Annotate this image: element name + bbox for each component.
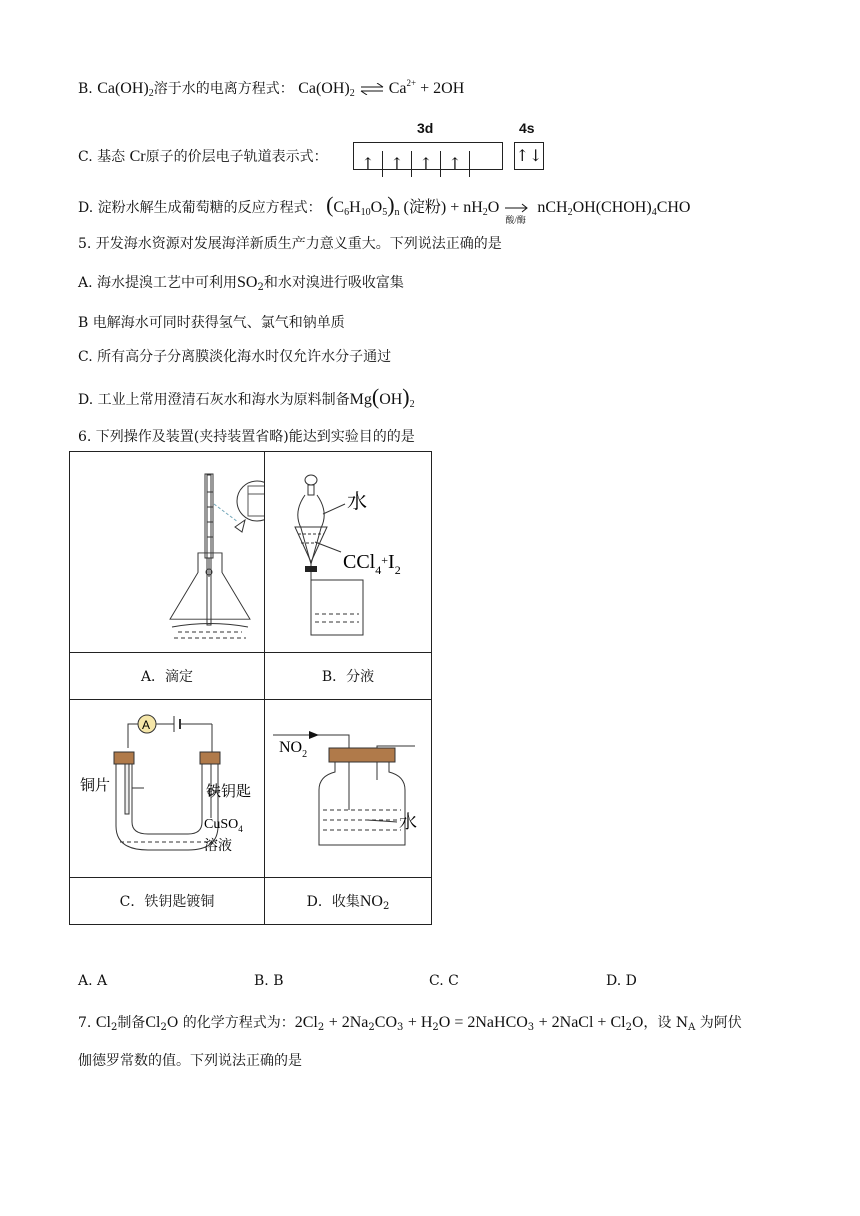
label-iron-key: 铁钥匙 <box>206 782 252 800</box>
label-water-bottle: 水 <box>399 812 417 833</box>
caption-d: D．收集$NO_2$ <box>265 878 432 925</box>
reaction-condition: 酸/酶 <box>505 215 526 225</box>
apparatus-titration <box>70 452 265 653</box>
equilibrium-arrow-icon <box>359 83 385 95</box>
q6-option-b[interactable]: B. B <box>254 973 284 989</box>
orbital-box: ↑ <box>383 151 412 177</box>
caption-c: C．铁钥匙镀铜 <box>70 878 265 925</box>
option-b-line: B. $Ca(OH)_2$溶于水的电离方程式： $Ca(OH)_2$ $Ca^{2+} + 2OH$ <box>78 78 465 99</box>
label-ccl4-i2: $CCl_4^+I_2$ <box>343 551 401 577</box>
option-c-line: C. 基态 Cr原子的价层电子轨道表示式： <box>78 148 328 165</box>
q7-stem-line2: 伽德罗常数的值。下列说法正确的是 <box>78 1053 302 1069</box>
gas-collection-icon <box>265 700 431 873</box>
titration-apparatus-icon <box>70 452 264 648</box>
electroplating-icon <box>70 700 264 873</box>
orbital-3d-boxes <box>353 142 503 173</box>
q6-option-c[interactable]: C. C <box>429 973 459 989</box>
ammeter-label: A <box>142 718 151 732</box>
label-no2-inlet: $NO_2$ <box>279 739 308 760</box>
label-3d: 3d <box>417 120 434 136</box>
q5-option-d: D. 工业上常用澄清石灰水和海水为原料制备$Mg(OH)_2$ <box>78 384 415 410</box>
orbital-4s-box <box>514 142 544 170</box>
ionization-equation: $Ca(OH)_2$ $Ca^{2+} + 2OH$ <box>298 78 465 99</box>
label-4s: 4s <box>519 120 535 136</box>
orbital-box: ↑ <box>441 151 470 177</box>
q5-option-a: A. 海水提溴工艺中可利用$SO_2$和水对溴进行吸收富集 <box>78 274 404 293</box>
apparatus-gas-bottle <box>265 700 432 878</box>
orbital-box: ↑ <box>354 151 383 177</box>
q6-apparatus-table <box>69 451 432 925</box>
reaction-arrow-icon <box>503 203 529 213</box>
caption-b: B．分液 <box>265 653 432 700</box>
q7-stem-line1: 7. $Cl_2$制备$Cl_2O$ 的化学方程式为：$2Cl_2 + 2Na_2CO_3 + H_2O$ = 2NaHCO$_3$ + 2NaCl + $Cl_2O$，设 $N_A$ 为阿伏 <box>78 1014 742 1033</box>
q6-stem: 6. 下列操作及装置(夹持装置省略)能达到实验目的的是 <box>78 429 415 445</box>
orbital-box: ↑ <box>412 151 441 177</box>
caoh2-formula: $Ca(OH)_2$ <box>97 80 154 99</box>
separatory-funnel-icon <box>265 452 431 648</box>
q6-option-d[interactable]: D. D <box>606 973 637 989</box>
hydrolysis-equation: $(C_6H_{10}O_5)_n$ (淀粉) + $nH_2O$ 酸/酶 $nCH_2OH(CHOH)_4CHO$ <box>326 192 691 225</box>
caption-a: A．滴定 <box>70 653 265 700</box>
q6-option-a[interactable]: A. A <box>78 973 108 989</box>
label-water: 水 <box>347 489 367 513</box>
q5-option-c: C. 所有高分子分离膜淡化海水时仅允许水分子通过 <box>78 349 392 365</box>
label-copper: 铜片 <box>80 776 111 794</box>
orbital-box <box>470 143 498 169</box>
option-d-line: D. 淀粉水解生成葡萄糖的反应方程式： $(C_6H_{10}O_5)_n$ (淀粉) + $nH_2O$ 酸/酶 $nCH_2OH(CHOH)_4CHO$ <box>78 192 691 225</box>
label-cuso4: CuSO$_4$ <box>204 817 243 834</box>
label-solution: 溶液 <box>204 838 232 854</box>
q5-stem: 5. 开发海水资源对发展海洋新质生产力意义重大。下列说法正确的是 <box>78 236 502 252</box>
apparatus-electroplating <box>70 700 265 878</box>
orbital-box: ↑↓ <box>515 146 543 165</box>
q5-option-b: B 电解海水可同时获得氢气、氯气和钠单质 <box>78 315 345 331</box>
apparatus-separatory-funnel <box>265 452 432 653</box>
